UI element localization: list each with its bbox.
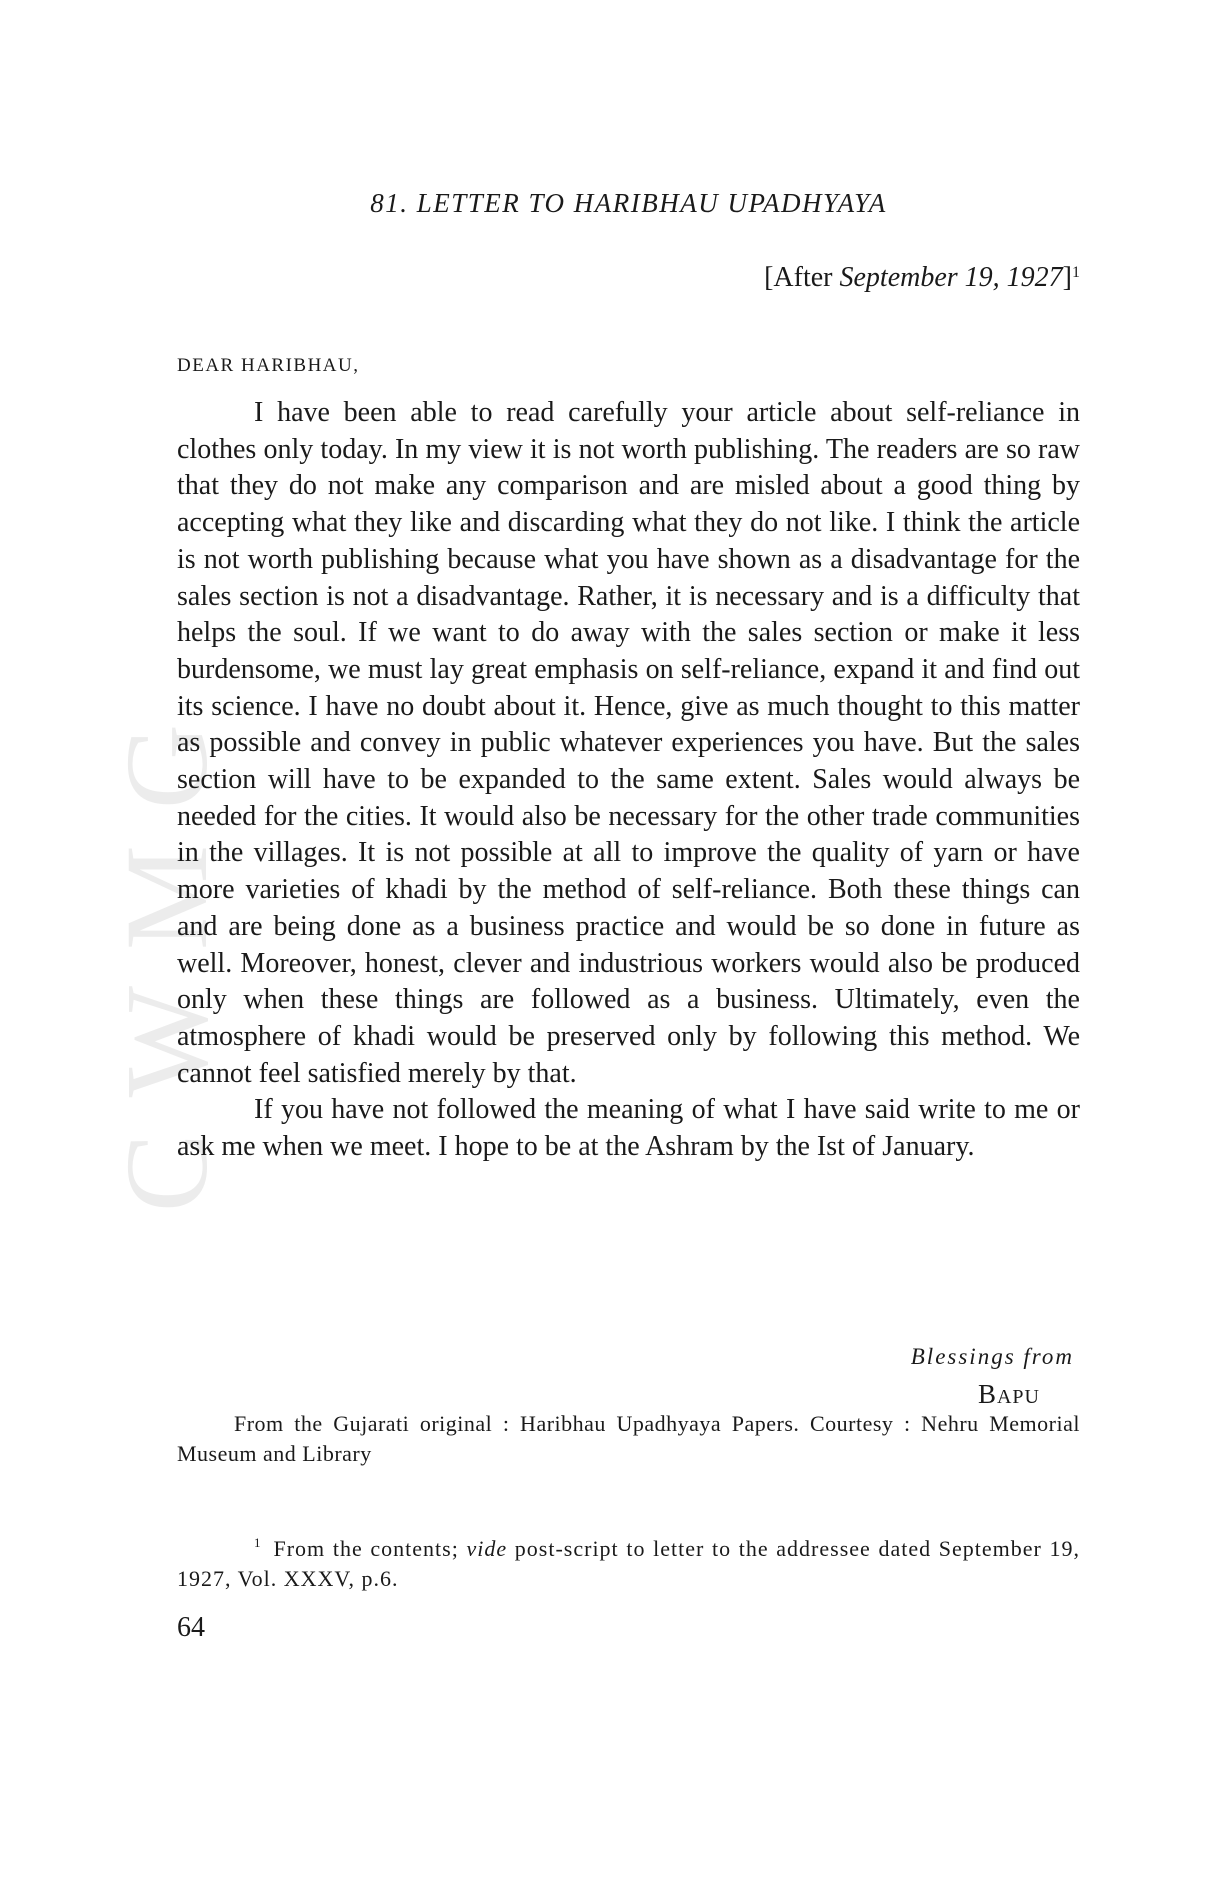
- letter-title: 81. LETTER TO HARIBHAU UPADHYAYA: [370, 188, 887, 218]
- footnote: [177, 1528, 1080, 1594]
- letter-body: [177, 395, 1080, 1166]
- dateline-date: September 19, 1927: [839, 262, 1063, 293]
- signature: [978, 1379, 1040, 1410]
- signature-rest: APU: [996, 1386, 1040, 1408]
- footnote-mark: 1: [254, 1535, 262, 1550]
- document-page: [177, 0, 1080, 1890]
- source-text: From the Gujarati original : Haribhau Upadhyaya Papers. Courtesy : Nehru Memorial Museum and Library: [177, 1411, 1080, 1466]
- salutation: DEAR HARIBHAU,: [177, 355, 360, 376]
- body-paragraph-2: If you have not followed the meaning of what I have said write to me or ask me when we meet. I hope to be at the Ashram by the Ist of January.: [177, 1094, 1080, 1163]
- closing-blessings: Blessings from: [910, 1344, 1074, 1369]
- watermark-text: CWMG: [101, 687, 232, 1213]
- footnote-text-after: post-script to letter to the addressee dated September 19, 1927, Vol. XXXV, p.6.: [177, 1536, 1080, 1591]
- footnote-text-before: From the contents;: [273, 1536, 467, 1561]
- page-number: 64: [177, 1612, 205, 1643]
- source-note: [177, 1409, 1080, 1469]
- body-paragraph-1: I have been able to read carefully your article about self-reliance in clothes only today. In my view it is not worth publishing. The readers are so raw that they do not make any comparison and are misled about a good thing by accepting what they like and discarding what they do not like. I think the article is not worth publishing because what you have shown as a disadvantage for the sales section is not a disadvantage. Rather, it is necessary and is a difficulty that helps the soul. If we want to do away with the sales section or make it less burdensome, we must lay great emphasis on self-reliance, expand it and find out its science. I have no doubt about it. Hence, give as much thought to this matter as possible and convey in public whatever experiences you have. But the sales section will have to be expanded to the same extent. Sales would always be needed for the cities. It would also be necessary for the other trade communities in the villages. It is not possible at all to improve the quality of yarn or have more varieties of khadi by the method of self-reliance. Both these things can and are being done as a business practice and would be so done in future as well. Moreover, honest, clever and industrious workers would also be produced only when these things are followed as a business. Ultimately, even the atmosphere of khadi would be preserved only by following this method. We cannot feel satisfied merely by that.: [177, 397, 1080, 1089]
- dateline: [764, 262, 1080, 294]
- signature-initial: B: [977, 1379, 997, 1409]
- footnote-reference: 1: [1072, 264, 1080, 281]
- footnote-vide: vide: [466, 1536, 508, 1561]
- dateline-open: [After: [764, 262, 840, 293]
- dateline-close: ]: [1062, 262, 1072, 293]
